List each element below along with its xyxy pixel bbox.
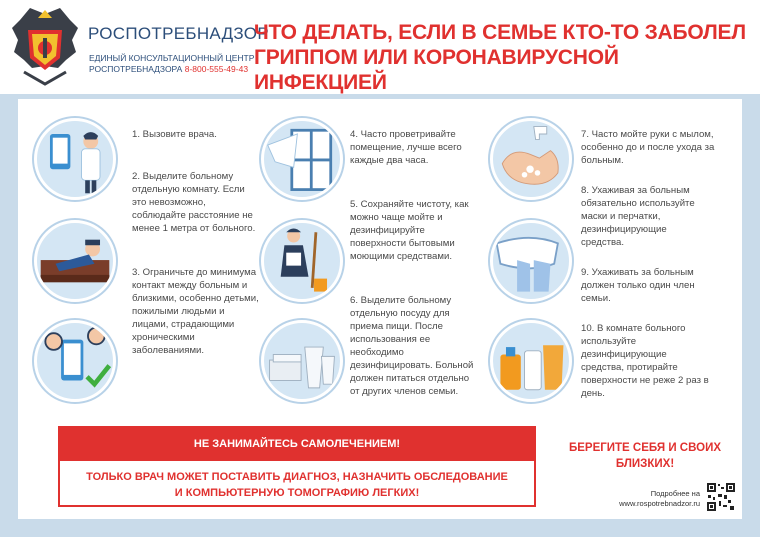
step-3: 3. Ограничьте до минимума контакт между больным и близкими, особенно детьми, пожилыми людьми и лицами, страдающими хроническими заболеваниями. (132, 267, 259, 356)
take-care-slogan (565, 440, 725, 472)
window-ventilation-icon (261, 118, 343, 200)
warning-title: НЕ ЗАНИМАЙТЕСЬ САМОЛЕЧЕНИЕМ! (60, 428, 534, 461)
qr-code-icon[interactable] (706, 482, 736, 512)
step-2: 2. Выделите больному отдельную комнату. Если это невозможно, соблюдайте расстояние не менее 1 метра от больного. (132, 171, 256, 234)
warning-line-1: ТОЛЬКО ВРАЧ МОЖЕТ ПОСТАВИТЬ ДИАГНОЗ, НАЗНАЧИТЬ ОБСЛЕДОВАНИЕ (86, 471, 508, 483)
dishes-icon (261, 320, 343, 402)
title-line-1: ЧТО ДЕЛАТЬ, ЕСЛИ В СЕМЬЕ КТО-ТО ЗАБОЛЕЛ (254, 21, 746, 44)
page-title (254, 20, 754, 95)
more-info-label: Подробнее на (650, 489, 700, 498)
step-4: 4. Часто проветривайте помещение, лучше всего каждые два часа. (350, 129, 462, 166)
warning-box (58, 426, 536, 507)
step-6: 6. Выделите больному отдельную посуду для приема пищи. После использования ее необходимо дезинфицировать. Больной должен питаться отдельно от других членов семьи. (350, 295, 474, 397)
warning-line-2: И КОМПЬЮТЕРНУЮ ТОМОГРАФИЮ ЛЕГКИХ! (174, 487, 420, 499)
step-5: 5. Сохраняйте чистоту, как можно чаще мойте и дезинфицируйте поверхности бытовыми моющими средствами. (350, 199, 469, 262)
step-10: 10. В комнате больного используйте дезинфицирующие средства, протирайте поверхности не реже 2 раз в день. (581, 323, 709, 399)
org-subtitle: ЕДИНЫЙ КОНСУЛЬТАЦИОННЫЙ ЦЕНТР (89, 53, 255, 63)
step-9: 9. Ухаживать за больным должен только один член семьи. (581, 267, 695, 304)
hotline-phone: 8-800-555-49-43 (184, 64, 249, 74)
take-care-line-2: БЛИЗКИХ! (615, 458, 675, 470)
doctor-phone-icon (34, 118, 116, 200)
cleaning-maid-icon (261, 220, 343, 302)
video-call-icon (34, 320, 116, 402)
org-name: РОСПОТРЕБНАДЗОР (88, 24, 269, 43)
warning-text (60, 461, 534, 501)
org-subtitle-phone (89, 64, 248, 74)
hand-washing-icon (490, 118, 572, 200)
take-care-line-1: БЕРЕГИТЕ СЕБЯ И СВОИХ (568, 442, 722, 454)
step-1: 1. Вызовите врача. (132, 129, 217, 140)
website-link[interactable]: www.rospotrebnadzor.ru (619, 499, 700, 508)
step-8: 8. Ухаживая за больным обязательно используйте маски и перчатки, дезинфицирующие средства. (581, 185, 695, 248)
disinfectant-icon (490, 320, 572, 402)
emblem-icon (10, 6, 80, 86)
title-line-2: ГРИППОМ ИЛИ КОРОНАВИРУСНОЙ ИНФЕКЦИЕЙ (254, 46, 619, 94)
header (0, 0, 760, 94)
sick-person-icon (34, 220, 116, 302)
mask-gloves-icon (490, 220, 572, 302)
org-subtitle-2: РОСПОТРЕБНАДЗОРА (89, 64, 183, 74)
step-7: 7. Часто мойте руки с мылом, особенно до и после ухода за больным. (581, 129, 715, 166)
